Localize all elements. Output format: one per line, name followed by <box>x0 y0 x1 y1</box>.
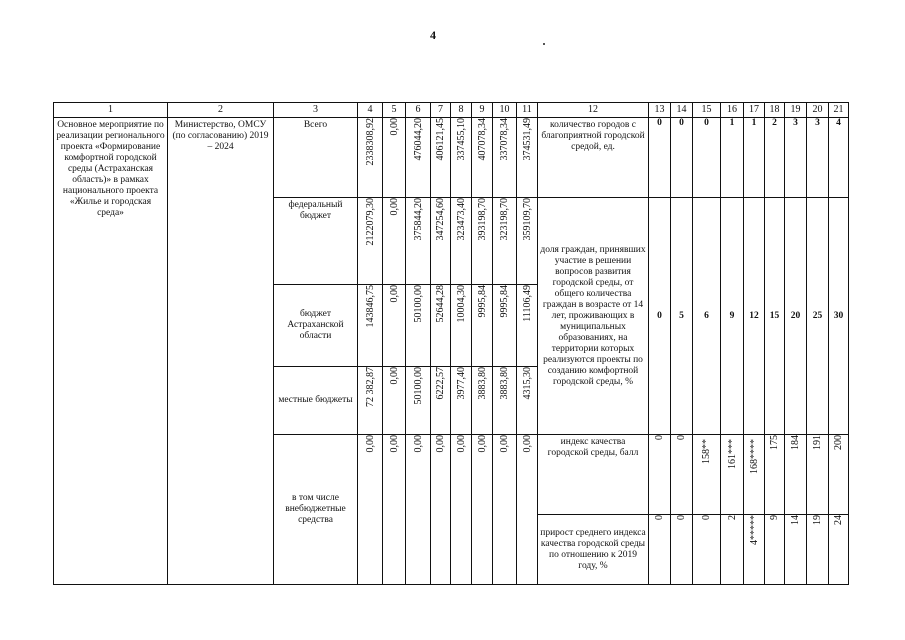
amount-value: 323198,70 <box>499 198 510 241</box>
amount-value: 52644,28 <box>435 285 446 323</box>
amount-value: 0,00 <box>476 435 488 453</box>
amount-value: 0,00 <box>388 118 400 136</box>
amount-value: 3977,40 <box>455 367 467 400</box>
indicator-value: 0 <box>671 118 693 198</box>
indicator-value: 200 <box>833 435 844 450</box>
indicator-value: 191 <box>812 435 823 450</box>
col-number: 10 <box>493 103 517 118</box>
col-number: 1 <box>54 103 168 118</box>
indicator-name: прирост среднего индекса качества городской среды по отношению к 2019 году, % <box>538 515 649 585</box>
indicator-value: 175 <box>769 435 780 450</box>
indicator-value: 0 <box>654 435 665 440</box>
amount-value: 11106,49 <box>521 285 533 322</box>
amount-value: 0,00 <box>388 435 400 453</box>
indicator-value: 15 <box>765 198 785 435</box>
scan-speck <box>543 43 545 45</box>
col-number: 7 <box>431 103 451 118</box>
col-number: 15 <box>693 103 721 118</box>
col-number: 8 <box>451 103 472 118</box>
indicator-value: 1 <box>744 118 765 198</box>
indicator-value: 168**** <box>748 439 760 474</box>
amount-value: 6222,57 <box>435 367 446 400</box>
indicator-value: 30 <box>829 198 849 435</box>
activity-name: Основное мероприятие по реализации регионального проекта «Формирование комфортной городской среды (Астраханская область)» в рамках национального проекта «Жилье и городская среда» <box>54 118 168 585</box>
amount-value: 2122079,30 <box>364 198 376 246</box>
indicator-value: 4 <box>829 118 849 198</box>
amount-value: 0,00 <box>388 198 400 216</box>
amount-value: 0,00 <box>364 435 376 453</box>
col-number: 9 <box>472 103 493 118</box>
col-number: 13 <box>649 103 671 118</box>
indicator-value: 12 <box>744 198 765 435</box>
executor-cell: Министерство, ОМСУ (по согласованию) 2019 – 2024 <box>168 118 274 585</box>
amount-value: 10004,30 <box>455 285 467 323</box>
indicator-value: 20 <box>785 198 807 435</box>
col-number: 12 <box>538 103 649 118</box>
amount-value: 4315,30 <box>521 367 533 400</box>
indicator-value: 0 <box>676 515 687 520</box>
indicator-value: 25 <box>807 198 829 435</box>
amount-value: 9995,84 <box>476 285 488 318</box>
amount-value: 0,00 <box>499 435 510 453</box>
indicator-value: 161*** <box>726 439 738 469</box>
indicator-value: 158** <box>701 439 712 464</box>
amount-value: 2338308,92 <box>364 118 376 166</box>
amount-value: 0,00 <box>435 435 446 453</box>
amount-value: 0,00 <box>388 285 400 303</box>
indicator-value: 6 <box>693 198 721 435</box>
amount-value: 9995,84 <box>499 285 510 318</box>
column-number-row <box>54 103 849 118</box>
page-number: 4 <box>430 28 436 42</box>
amount-value: 374531,49 <box>521 118 533 161</box>
amount-value: 50100,00 <box>412 367 424 405</box>
col-number: 18 <box>765 103 785 118</box>
amount-value: 0,00 <box>412 435 424 453</box>
funding-source: Всего <box>274 118 358 198</box>
col-number: 4 <box>358 103 383 118</box>
indicator-value: 4***** <box>748 515 760 545</box>
indicator-value: 3 <box>785 118 807 198</box>
indicator-value: 14 <box>790 515 801 525</box>
indicator-name: доля граждан, принявших участие в решении вопросов развития городской среды, от общего количества граждан в возрасте от 14 лет, проживающих в муниципальных образованиях, на территории которых реализуются проекты по созданию комфортной городской среды, % <box>538 198 649 435</box>
indicator-value: 2 <box>726 515 738 520</box>
indicator-value: 3 <box>807 118 829 198</box>
col-number: 16 <box>721 103 744 118</box>
indicator-value: 0 <box>676 435 687 440</box>
indicator-value: 19 <box>812 515 823 525</box>
indicator-value: 0 <box>649 198 671 435</box>
amount-value: 3883,80 <box>476 367 488 400</box>
col-number: 3 <box>274 103 358 118</box>
indicator-value: 5 <box>671 198 693 435</box>
indicator-value: 2 <box>765 118 785 198</box>
funding-source: местные бюджеты <box>274 367 358 435</box>
amount-value: 0,00 <box>521 435 533 453</box>
amount-value: 393198,70 <box>476 198 488 241</box>
indicator-value: 9 <box>769 515 780 520</box>
funding-source: федеральный бюджет <box>274 198 358 285</box>
col-number: 6 <box>406 103 431 118</box>
indicator-value: 0 <box>649 118 671 198</box>
amount-value: 337078,34 <box>499 118 510 161</box>
indicator-value: 9 <box>721 198 744 435</box>
indicator-name: индекс качества городской среды, балл <box>538 435 649 515</box>
funding-source: в том числе внебюджетные средства <box>274 435 358 585</box>
amount-value: 72 382,87 <box>364 367 376 407</box>
amount-value: 50100,00 <box>412 285 424 323</box>
col-number: 14 <box>671 103 693 118</box>
col-number: 2 <box>168 103 274 118</box>
activity-table <box>53 102 849 585</box>
amount-value: 143846,75 <box>364 285 376 328</box>
indicator-value: 1 <box>721 118 744 198</box>
amount-value: 375844,20 <box>412 198 424 241</box>
col-number: 17 <box>744 103 765 118</box>
col-number: 20 <box>807 103 829 118</box>
indicator-name: количество городов с благоприятной городской средой, ед. <box>538 118 649 198</box>
amount-value: 337455,10 <box>455 118 467 161</box>
amount-value: 359109,70 <box>521 198 533 241</box>
amount-value: 3883,80 <box>499 367 510 400</box>
amount-value: 0,00 <box>455 435 467 453</box>
indicator-value: 24 <box>833 515 844 525</box>
col-number: 5 <box>383 103 406 118</box>
funding-row-total <box>54 118 849 198</box>
col-number: 11 <box>517 103 538 118</box>
amount-value: 406121,45 <box>435 118 446 161</box>
funding-source: бюджет Астраханской области <box>274 285 358 367</box>
amount-value: 347254,60 <box>435 198 446 241</box>
amount-value: 0,00 <box>388 367 400 385</box>
indicator-value: 184 <box>790 435 801 450</box>
amount-value: 323473,40 <box>455 198 467 241</box>
amount-value: 476044,20 <box>412 118 424 161</box>
col-number: 19 <box>785 103 807 118</box>
col-number: 21 <box>829 103 849 118</box>
indicator-value: 0 <box>654 515 665 520</box>
indicator-value: 0 <box>693 118 721 198</box>
indicator-value: 0 <box>701 515 712 520</box>
amount-value: 407078,34 <box>476 118 488 161</box>
